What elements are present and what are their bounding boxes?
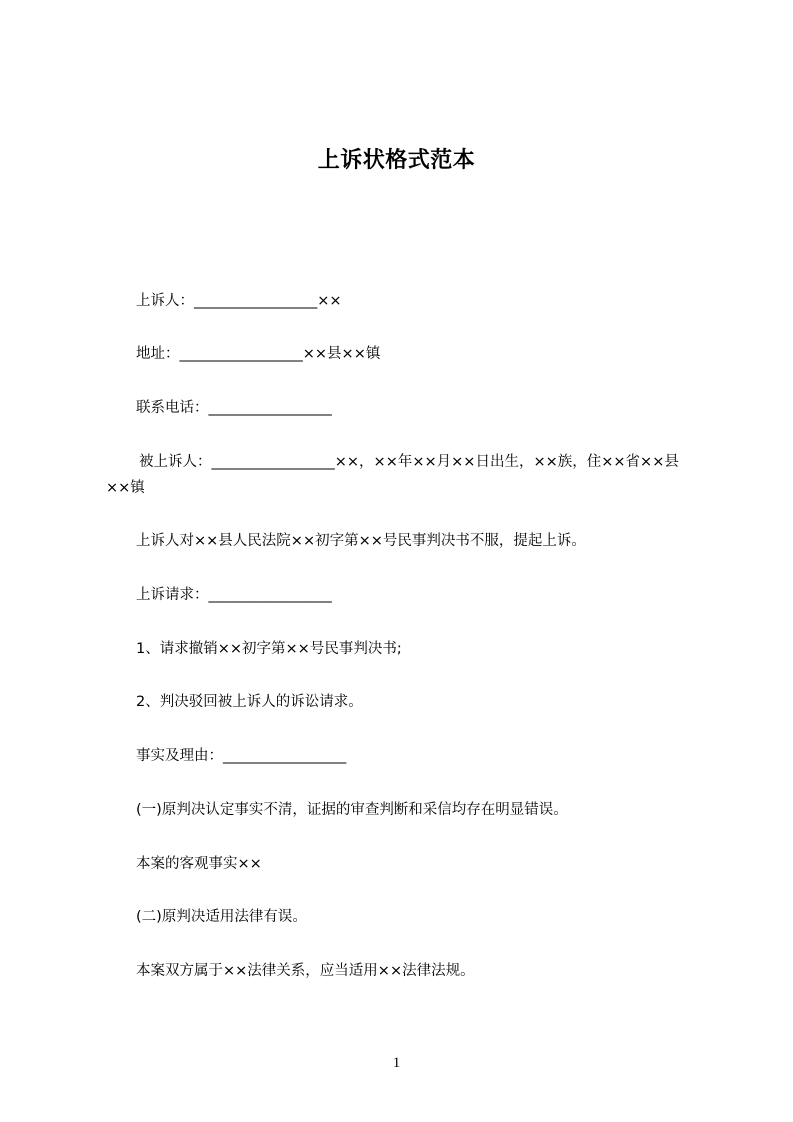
page-number: 1 [392, 1055, 401, 1071]
address-line: 地址：_________________××县××镇 [136, 346, 381, 362]
appeal-statement: 上诉人对××县人民法院××初字第××号民事判决书不服，提起上诉。 [136, 533, 586, 549]
appellee-line: 被上诉人：_________________××，××年××月××日出生，××族，住××省××县××镇 [106, 454, 679, 496]
document-title: 上诉状格式范本 [317, 148, 476, 173]
facts-reasons-heading: 事实及理由：_________________ [136, 748, 347, 764]
objective-facts: 本案的客观事实×× [136, 856, 262, 872]
appellant-line: 上诉人：_________________×× [136, 293, 342, 309]
reason-1: (一)原判决认定事实不清，证据的审查判断和采信均存在明显错误。 [136, 802, 568, 818]
legal-relationship: 本案双方属于××法律关系，应当适用××法律法规。 [136, 963, 475, 979]
request-item-1: 1、请求撤销××初字第××号民事判决书; [136, 641, 402, 657]
appeal-request-heading: 上诉请求：_________________ [136, 587, 332, 603]
reason-2: (二)原判决适用法律有误。 [136, 909, 307, 925]
request-item-2: 2、判决驳回被上诉人的诉讼请求。 [136, 694, 363, 710]
phone-line: 联系电话：_________________ [136, 400, 332, 416]
